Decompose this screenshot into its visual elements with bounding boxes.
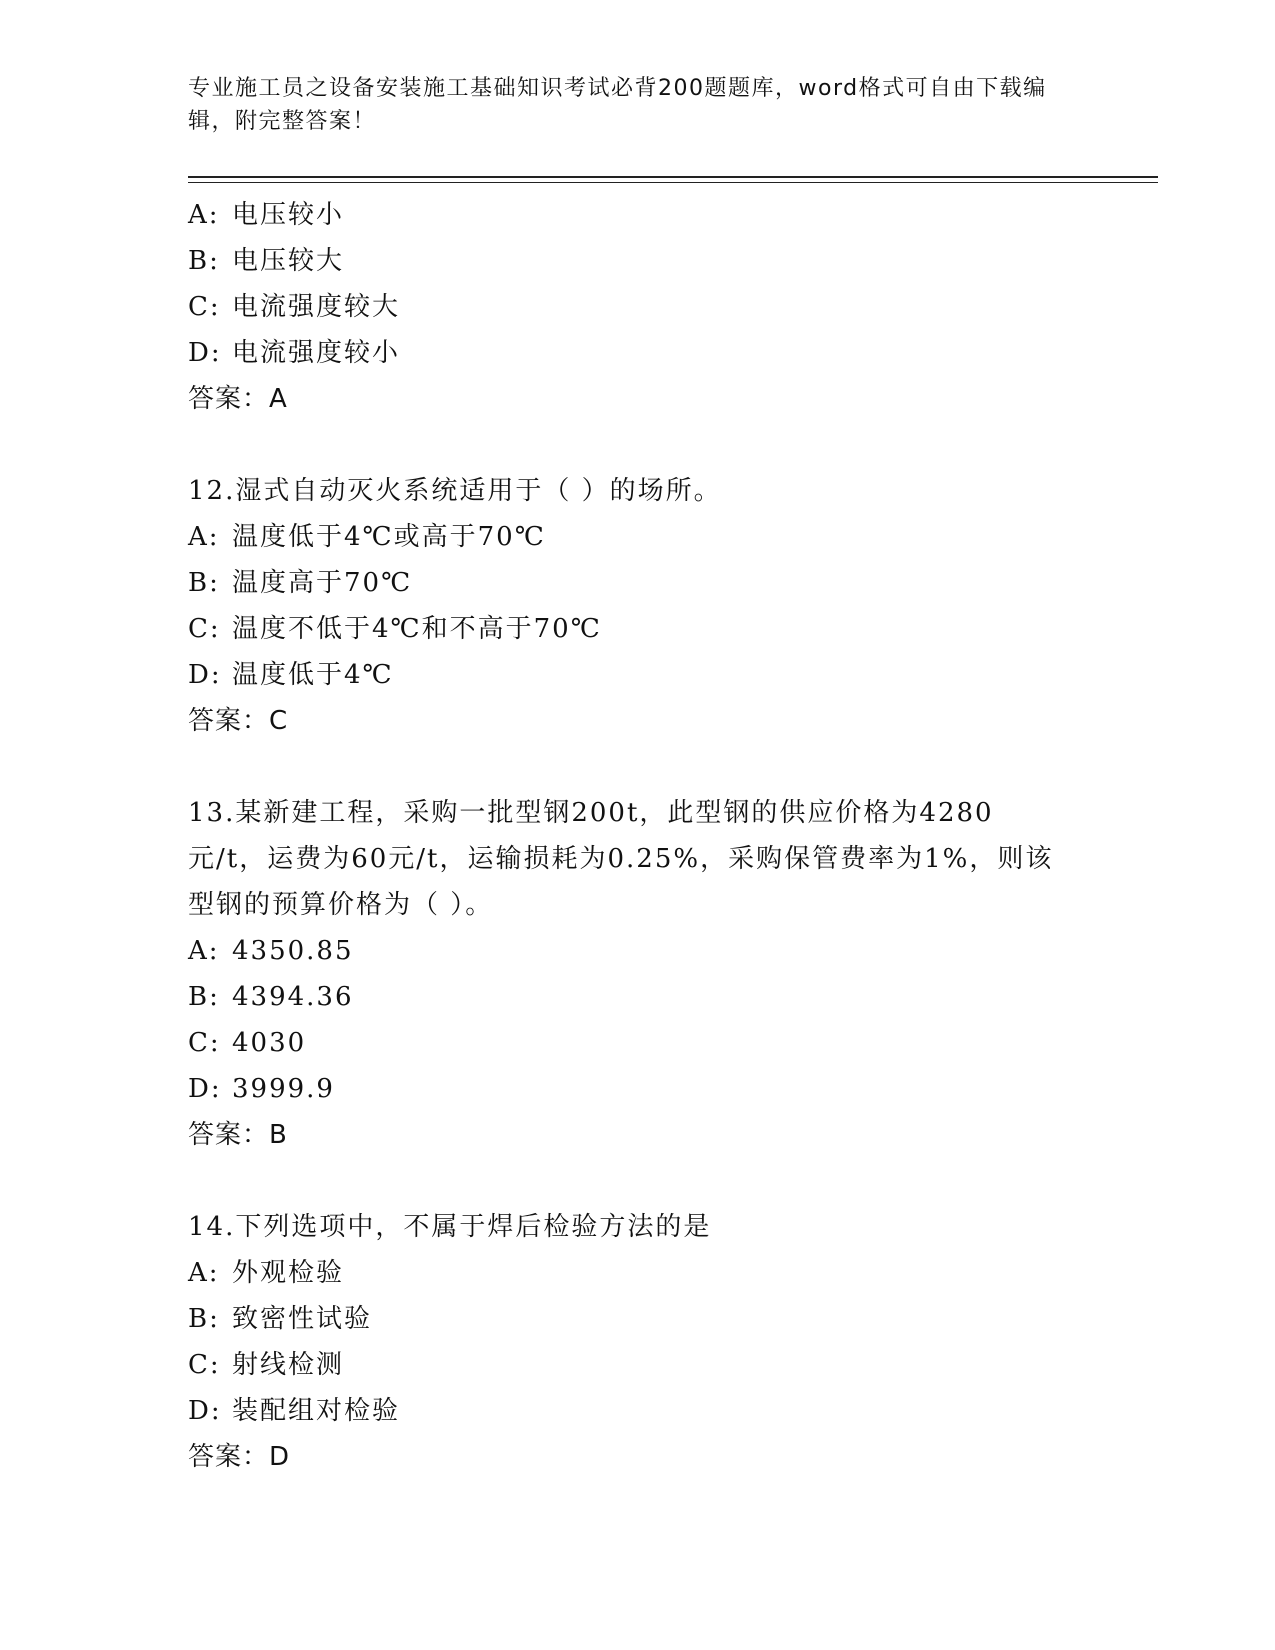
answer-line: 答案：A <box>188 384 288 414</box>
option-d: D: 温度低于4℃ <box>188 660 394 690</box>
option-a: A: 温度低于4℃或高于70℃ <box>188 522 546 552</box>
option-c: C: 温度不低于4℃和不高于70℃ <box>188 614 602 644</box>
option-d: D: 装配组对检验 <box>188 1396 401 1426</box>
question-stem: 12.湿式自动灭火系统适用于（ ）的场所。 <box>188 476 722 506</box>
answer-line: 答案：B <box>188 1120 288 1150</box>
question-13 <box>188 790 1068 1158</box>
option-b: B: 4394.36 <box>188 982 354 1012</box>
header-divider-thick <box>188 176 1158 178</box>
option-b: B: 电压较大 <box>188 246 345 276</box>
question-list <box>188 192 1068 1480</box>
option-b: B: 致密性试验 <box>188 1304 373 1334</box>
option-c: C: 电流强度较大 <box>188 292 401 322</box>
header-divider-thin <box>188 182 1158 183</box>
question-stem: 13.某新建工程，采购一批型钢200t，此型钢的供应价格为4280元/t，运费为60元/t，运输损耗为0.25%，采购保管费率为1%，则该型钢的预算价格为（ ）。 <box>188 798 1054 920</box>
question-14 <box>188 1204 1068 1480</box>
spacer <box>188 422 1068 468</box>
option-a: A: 外观检验 <box>188 1258 345 1288</box>
option-c: C: 4030 <box>188 1028 307 1058</box>
spacer <box>188 1158 1068 1204</box>
question-stem: 14.下列选项中，不属于焊后检验方法的是 <box>188 1212 712 1242</box>
option-a: A: 电压较小 <box>188 200 345 230</box>
spacer <box>188 744 1068 790</box>
answer-line: 答案：D <box>188 1442 291 1472</box>
option-c: C: 射线检测 <box>188 1350 345 1380</box>
question-12 <box>188 468 1068 744</box>
option-a: A: 4350.85 <box>188 936 354 966</box>
answer-line: 答案：C <box>188 706 289 736</box>
document-header: 专业施工员之设备安装施工基础知识考试必背200题题库，word格式可自由下载编辑，附完整答案！ <box>188 76 1047 134</box>
option-b: B: 温度高于70℃ <box>188 568 413 598</box>
option-d: D: 3999.9 <box>188 1074 335 1104</box>
option-d: D: 电流强度较小 <box>188 338 401 368</box>
question-11-partial <box>188 192 1068 422</box>
